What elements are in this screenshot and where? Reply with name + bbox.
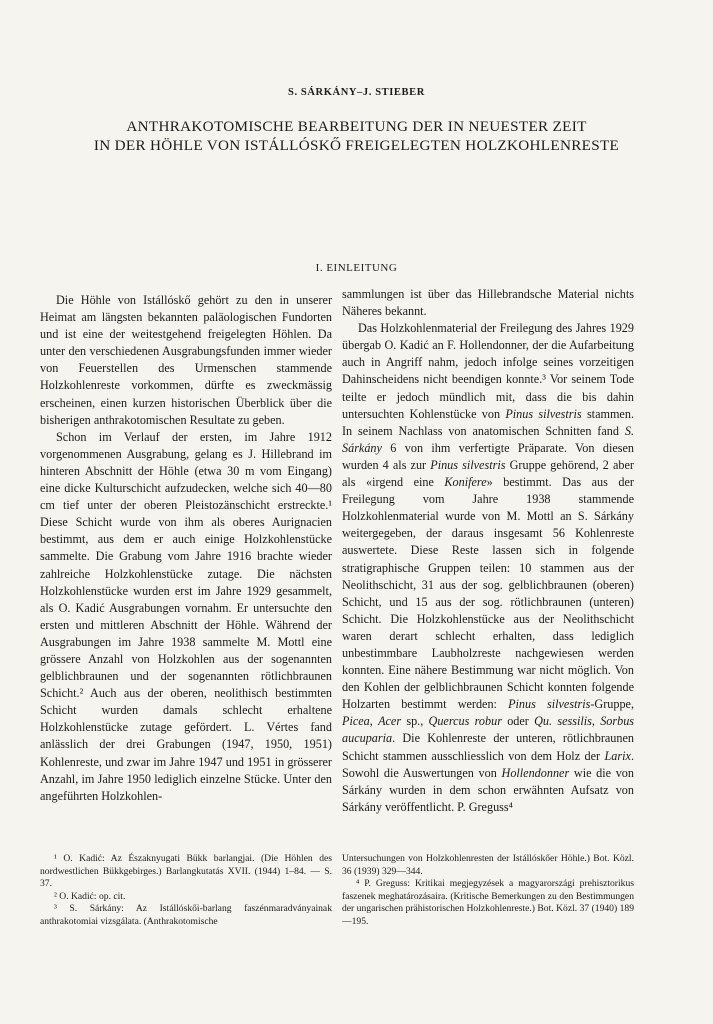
taxon-name: Konifere — [444, 475, 487, 490]
species-name: Acer — [378, 714, 402, 729]
species-name: Pinus silvestris — [508, 697, 591, 712]
footnote-continuation: Untersuchungen von Holzkohlenresten der Istállóskőer Höhle.) Bot. Közl. 36 (1939) 329—344. — [342, 853, 634, 877]
paragraph: Die Höhle von Istállóskő gehört zu den in unserer Heimat am längsten bekannten paläologischen Fundorten und ist eine der weitestgehend freigelegten Höhlen. Da unter den verschiedenen Ausgrabungsfunden immer wieder von Feuerstellen des Urmenschen stammende Holzkohlenreste vorkommen, dürfte es zweckmässig erscheinen, einen kurzen historischen Überblick über die bisherigen anthrakotomischen Resultate zu geben. — [40, 293, 332, 427]
species-name: Picea — [342, 714, 370, 729]
title-line-2: IN DER HÖHLE VON ISTÁLLÓSKŐ FREIGELEGTEN HOLZKOHLENRESTE — [93, 137, 620, 154]
footnotes-right — [342, 853, 634, 929]
section-heading: I. EINLEITUNG — [315, 262, 398, 274]
left-column — [40, 292, 332, 805]
text-run: Das Holzkohlenmaterial der Freilegung des Jahres 1929 übergab O. Kadić an F. Hollendonner, der die Aufarbeitung auch in Angriff nahm, jedoch infolge seines vorzeitigen Dahinscheidens nicht beendigen konnte.³ Vor seinem Tode teilte er jedoch mündlich mit, dass die bis dahin untersuchten Kohlenstücke von — [342, 321, 634, 421]
text-run: oder — [501, 714, 535, 729]
paragraph — [342, 320, 634, 816]
author-name: S. Sárkány — [342, 423, 634, 455]
text-run: » bestimmt. Das aus der Freilegung vom Jahre 1938 stammende Holzkohlenmaterial wurde von M. Mottl an S. Sárkány weitergegeben, der daraus insgesamt 56 Kohlenreste auswertete. Diese Reste lassen sich in folgende stratigraphische Gruppen teilen: 10 stammen aus der Neolithschicht, 31 aus der sog. gelblichbraunen (oberen) Schicht, und 15 aus der sog. rötlichbraunen (unteren) Schicht. Die Holzkohlenstücke aus der Neolithschicht waren derart schlecht erhalten, dass lediglich unbestimmbare Laubholzreste nachgewiesen werden konnten. Eine nähere Bestimmung war nicht möglich. Von den Kohlen der gelblichbraunen Schicht konnten folgende Holzarten bestimmt werden: — [342, 475, 634, 712]
text-run: . Sowohl die Auswertungen von — [342, 748, 634, 780]
text-run: wie die von Sárkány wurden in dem schon erwähnten Aufsatz von Sárkány veröffentlicht. P. Greguss⁴ — [342, 765, 634, 814]
text-run: Gruppe gehörend, 2 aber als «irgend eine — [342, 457, 634, 490]
text-run: 6 von ihm verfertigte Präparate. Von diesen wurden 4 als zur — [342, 440, 634, 472]
paragraph-continuation: sammlungen ist über das Hillebrandsche Material nichts Näheres bekannt. — [342, 287, 634, 319]
footnotes-left — [40, 853, 332, 929]
text-run: sp., — [401, 714, 429, 729]
paragraph: Schon im Verlauf der ersten, im Jahre 1912 vorgenommenen Ausgrabung, gelang es J. Hillebrand im hinteren Abschnitt der Höhle (etwa 30 m vom Eingang) eine dicke Kulturschicht aufzudecken, welche sich 40—80 cm tief unter der oberen Pleistozänschicht erstreckte.¹ Diese Schicht wurde von ihm als oberes Aurignacien bestimmt, aus dem er auch einige Holzkohlenstücke sammelte. Die Grabung vom Jahre 1916 brachte wieder zahlreiche Holzkohlenstücke zutage. Die nächsten Holzkohlenstücke wurden erst im Jahre 1929 gesammelt, als O. Kadić Ausgrabungen vornahm. Er untersuchte den ersten und mittleren Abschnitt der Höhle. Während der Ausgrabungen im Jahre 1938 sammelte M. Mottl eine grössere Anzahl von Holzkohlen aus der sogenannten gelblichbraunen und der sogenannten rötlichbraunen Schicht.² Auch aus der oberen, neolithisch bestimmten Schicht wurden damals schlecht erhaltene Holzkohlenstücke zutage gefördert. L. Vértes fand anlässlich der drei Grabungen (1947, 1950, 1951) Kohlenreste, und zwar im Jahre 1947 und 1951 in grösserer Anzahl, im Jahre 1950 lediglich einzelne Stücke. Unter den angeführten Holzkohlen- — [40, 429, 332, 803]
text-run: stammen. In seinem Nachlass von anatomischen Schnitten fand — [342, 406, 634, 438]
species-name: Sorbus aucuparia — [342, 714, 635, 746]
author-name: Hollendonner — [501, 765, 570, 780]
author-line: S. SÁRKÁNY–J. STIEBER — [288, 87, 425, 98]
species-name: Pinus silvestris — [505, 406, 582, 421]
species-name: Larix — [604, 748, 631, 763]
footnote: ⁴ P. Greguss: Kritikai megjegyzések a magyarországi prehisztorikus faszenek meghatározásaira. (Kritische Bemerkungen zu den Bestimmungen der ungarischen prähistorischen Holzkohlenreste.) Bot. Közl. 37 (1940) 189—195. — [342, 878, 634, 927]
text-run: , — [591, 714, 601, 729]
right-column — [342, 286, 634, 816]
footnote: ² O. Kadić: op. cit. — [54, 890, 126, 902]
text-run: , — [369, 714, 379, 729]
article-title — [40, 117, 673, 155]
species-name: Quercus robur — [428, 714, 502, 729]
species-name: Pinus silvestris — [430, 457, 506, 472]
footnote: ¹ O. Kadić: Az Északnyugati Bükk barlangjai. (Die Höhlen des nordwestlichen Bükkgebirges.) Barlangkutatás XVII. (1944) 1–84. — S. 37. — [40, 853, 332, 890]
footnote: ³ S. Sárkány: Az Istállóskői-barlang faszénmaradványainak anthrakotomiai vizsgálata. (Anthrakotomische — [40, 903, 332, 927]
species-name: Qu. sessilis — [534, 714, 592, 729]
title-line-1: ANTHRAKOTOMISCHE BEARBEITUNG DER IN NEUESTER ZEIT — [126, 118, 587, 135]
text-run: . Die Kohlenreste der unteren, rötlichbraunen Schicht stammen ausschliesslich von dem Holz der — [342, 731, 634, 763]
text-run: -Gruppe, — [590, 697, 634, 712]
